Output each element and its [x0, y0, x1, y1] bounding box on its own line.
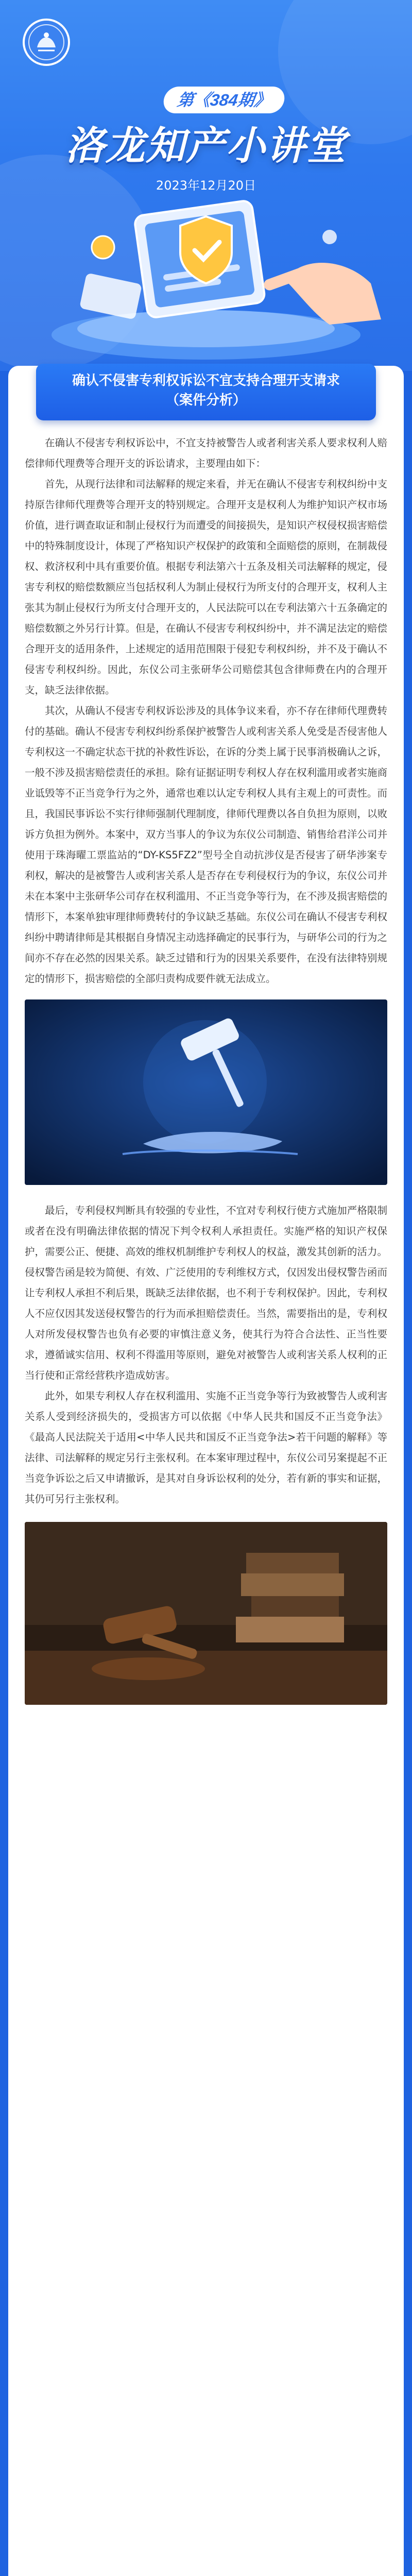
hero-illustration [21, 196, 391, 366]
gavel-hand-image [25, 999, 387, 1185]
publish-date: 2023年12月20日 [156, 178, 256, 193]
article-subtitle: （案件分析） [165, 393, 246, 408]
paragraph: 此外，如果专利权人存在权利滥用、实施不正当竞争等行为致被警告人或利害关系人受到经济损失的，受损害方可以依据《中华人民共和国反不正当竞争法》《最高人民法院关于适用<中华人民共和国反不正当竞争法>若干问题的解释》等法律、司法解释的规定另行主张权利。在本案审理过程中，东仪公司另案提起不正当竞争诉讼之后又申请撤诉，是其对自身诉讼权利的处分，若有新的事实和证据，其仍可另行主张权利。 [25, 1390, 387, 1505]
emblem-icon [23, 19, 70, 66]
issue-number: 第《384期》 [162, 87, 286, 113]
paragraph: 首先，从现行法律和司法解释的规定来看，并无在确认不侵害专利权纠纷中支持原告律师代理费等合理开支的特别规定。合理开支是权利人为维护知识产权市场价值，进行调查取证和制止侵权行为而遭受的间接损失，是知识产权侵权损害赔偿中的特殊制度设计，体现了严格知识产权保护的政策和全面赔偿的原则，在制裁侵权、救济权利中具有重要价值。根据专利法第六十五条及相关司法解释的规定，侵害专利权的赔偿数额应当包括权利人为制止侵权行为所支付的合理开支，权利人主张其为制止侵权行为所支付合理开支的，人民法院可以在专利法第六十五条确定的赔偿数额之外另行计算。但是，在确认不侵害专利权纠纷中，并不满足法定的赔偿合理开支的适用条件，上述规定的适用范围限于侵犯专利权纠纷，并不及于确认不侵害专利权纠纷。因此，东仪公司主张研华公司赔偿其包含律师费在内的合理开支，缺乏法律依据。 [25, 478, 387, 696]
paragraph: 其次，从确认不侵害专利权诉讼涉及的具体争议来看，亦不存在律师代理费转付的基础。确认不侵害专利权纠纷系保护被警告人或利害关系人免受是否侵害他人专利权这一不确定状态干扰的补救性诉讼，在诉的分类上属于民事消极确认之诉，一般不涉及损害赔偿责任的承担。除有证据证明专利权人存在权利滥用或者实施商业诋毁等不正当竞争行为之外，通常也难以认定专利权人具有主观上的可责性。而且，我国民事诉讼不实行律师强制代理制度，律师代理费以各自负担为原则，以败诉方负担为例外。本案中，双方当事人的争议为东仪公司制造、销售给君洋公司并使用于珠海曜工票监站的“DY-KS5FZ2”型号全自动抗涉仪是否侵害了研华涉案专利权，解决的是被警告人或利害关系人是否存在专利侵权行为的争议，东仪公司并未在本案中主张研华公司存在权利滥用、不正当竞争等行为，在不涉及损害赔偿的情形下，本案单独审理律师费转付的争议缺乏基础。东仪公司在确认不侵害专利权纠纷中聘请律师是其根据自身情况主动选择确定的民事行为，与研华公司的行为之间亦不存在必然的因果关系。缺乏过错和行为的因果关系要件，在没有法律特别规定的情形下，损害赔偿的全部归责构成要件就无法成立。 [25, 705, 387, 985]
gavel-books-image [25, 1522, 387, 1705]
header-banner [0, 0, 412, 371]
article-title [36, 364, 376, 420]
page-title: 洛龙知产小讲堂 [65, 123, 347, 168]
paragraph: 在确认不侵害专利权诉讼中，不宜支持被警告人或者利害关系人要求权利人赔偿律师代理费等合理开支的诉讼请求，主要理由如下： [25, 437, 387, 469]
paragraph: 最后，专利侵权判断具有较强的专业性，不宜对专利权行使方式施加严格限制或者在没有明确法律依据的情况下判令权利人承担责任。实施严格的知识产权保护，需要公正、便捷、高效的维权机制维护专利权人的权益，激发其创新的活力。侵权警告函是较为简便、有效、广泛使用的专利维权方式，仅因发出侵权警告函而让专利权人承担不利后果，既缺乏法律依据，也不利于专利权保护。因此，专利权人不应仅因其发送侵权警告的行为而承担赔偿责任。当然，需要指出的是，专利权人对所发侵权警告也负有必要的审慎注意义务，使其行为符合合法性、正当性要求，遵循诚实信用、权利不得滥用等原则，避免对被警告人或利害关系人权利的正当行使和正常经营秩序造成妨害。 [25, 1205, 387, 1381]
article-body [25, 433, 387, 1720]
article-title-line: 确认不侵害专利权诉讼不宜支持合理开支请求 [72, 373, 340, 388]
